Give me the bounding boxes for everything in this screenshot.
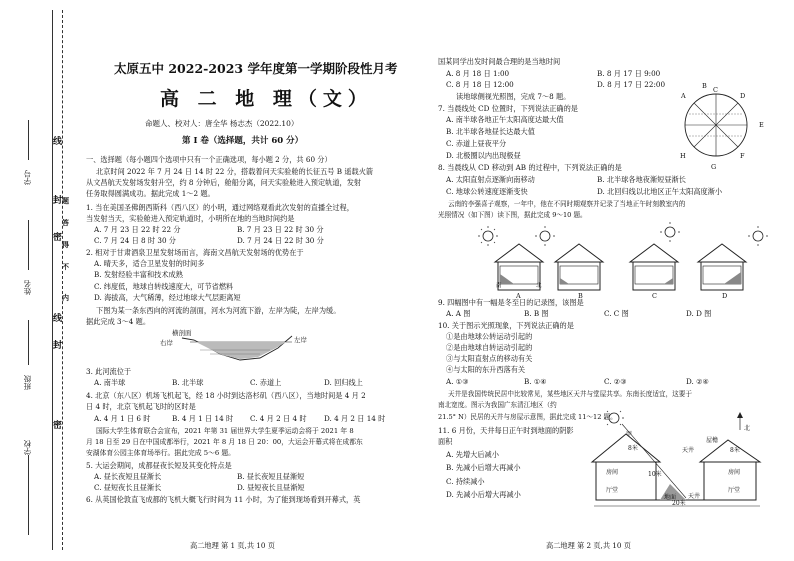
p11-line: 天井是我国传统民居中比较常见，某些地区天井与堂屋共享。东南长度适宜，这要于 (448, 390, 692, 398)
seal-char: 答 (62, 218, 69, 227)
q6-continued: 国某同学出发时间最合理的是当地时间 (438, 57, 561, 66)
globe-label: B (702, 82, 707, 90)
q3-option: D. 回归线上 (324, 378, 363, 387)
house-label-d: D (722, 292, 728, 300)
school-label: 学校 (23, 440, 32, 455)
q2-option: A. 晴天多，适合卫星发射的时间多 (94, 259, 205, 268)
seal-char: 不 (62, 262, 69, 271)
house-label-c: C (652, 292, 657, 300)
q6-option: A. 8 月 18 日 1:00 (446, 69, 510, 78)
q7-stem: 7. 当晨线处 CD 位置时，下列说法正确的是 (438, 104, 578, 113)
p5-line: 安湖体育公园主体育场举行。据此完成 5～6 题。 (86, 449, 235, 457)
q11-option: A. 先增大后减小 (446, 450, 499, 459)
p1-line: 北京时间 2022 年 7 月 24 日 14 时 22 分，搭载着问天实验舱的长征五号 B 遥载火箭 (96, 167, 374, 176)
q1-option: D. 7 月 24 日 22 时 30 分 (237, 236, 324, 245)
subject-title: 高 二 地 理（文） (160, 88, 373, 110)
p7-intro: 读地球侧视光照图，完成 7～8 题。 (456, 92, 571, 101)
fig-room-right: 房间 (728, 469, 741, 476)
page-footer: 高二地理 第 1 页,共 10 页 (190, 541, 275, 550)
p5-line: 国际大学生体育联合会宣布，2021 年第 31 届世界大学生夏季运动会将于 2021 年 8 (96, 427, 354, 435)
q11-option: C. 持续减小 (446, 477, 485, 486)
q9-stem: 9. 四幅图中有一幅是冬至日的记录图，该图是 (438, 298, 584, 307)
fig-jia: 甲 (626, 431, 633, 438)
q10-item: ②是由地球自转运动引起的 (446, 343, 533, 352)
q5-option: B. 昼长夜短且昼渐短 (237, 472, 305, 481)
q3-option: C. 赤道上 (250, 378, 282, 387)
q5-option: C. 昼短夜长且昼渐长 (94, 483, 162, 492)
p11-line: 南北宽度。图示为我国广东清江地区（约 (438, 401, 557, 409)
p9-line: 云南的李强喜子观察，一年中，他在不同时期观察并记录了当地正午时刻教室内的 (448, 200, 686, 208)
fig-sky: 天井 (682, 447, 695, 454)
q6-option: B. 8 月 17 日 9:00 (597, 69, 661, 78)
p1-line: 任务取得圆满成功。据此完成 1～2 题。 (86, 189, 215, 198)
fig-hall-left: 厅堂 (606, 487, 619, 494)
globe-label: C (713, 86, 718, 94)
q8-option: D. 北回归线以北地区正午太阳高度渐小 (597, 187, 723, 196)
globe-label: G (711, 163, 717, 171)
q10-stem: 10. 关于图示光照现象，下列说法正确的是 (438, 321, 574, 330)
q10-item: ④与太阳的东升西落有关 (446, 365, 526, 374)
globe-label: A (681, 92, 686, 100)
name-label: 姓名 (23, 280, 32, 295)
q5-option: D. 昼短夜长且昼渐短 (237, 483, 305, 492)
q5-stem: 5. 大运会期间，成都昼夜长短及其变化特点是 (86, 461, 232, 470)
q2-option: D. 海拔高，大气稀薄，经过地球大气层距离短 (94, 293, 241, 302)
p11-line: 21.5° N）民居的天井与房屋示意图，据此完成 11～12 题。 (438, 413, 617, 421)
q9-option: B. B 图 (524, 309, 549, 318)
q8-stem: 8. 当晨线从 CD 移动到 AB 的过程中，下列说法正确的是 (438, 163, 622, 172)
seal-char: 密 (53, 418, 62, 431)
authors-line: 命题人、校对人：唐全华 杨志杰（2022.10） (145, 119, 299, 128)
fig-left-bank: 右岸 (160, 339, 173, 347)
q7-option: C. 赤道上昼夜平分 (446, 139, 507, 148)
globe-label: D (740, 92, 746, 100)
fig-right-bank: 左岸 (294, 336, 307, 344)
q2-option: C. 纬度低，地球自转线速度大，可节省燃料 (94, 282, 234, 291)
q10-item: ①是由地球公转运动引起的 (446, 332, 533, 341)
q3-option: B. 北半球 (172, 378, 204, 387)
q10-option: C. ②③ (604, 377, 627, 386)
seal-char: 密 (53, 230, 62, 243)
page-footer: 高二地理 第 2 页,共 10 页 (546, 541, 631, 550)
q7-option: B. 北半球各地昼长达最大值 (446, 127, 535, 136)
q1-option: B. 7 月 23 日 22 时 30 分 (237, 225, 324, 234)
q7-option: A. 南半球各地正午太阳高度达最大值 (446, 115, 564, 124)
q1-line: 1. 当在美国圣佛朗西斯科（西八区）的小明，通过网络观看此次发射的直播全过程， (86, 203, 354, 212)
q4-line: 日 4 时，北京飞机起飞时的区时是 (86, 402, 196, 411)
globe-label: F (740, 152, 745, 160)
q3-option: A. 南半球 (94, 378, 126, 387)
q10-option: A. ①③ (446, 377, 469, 386)
seal-char: 封 (53, 338, 62, 351)
q6-option: D. 8 月 17 日 22:00 (597, 80, 666, 89)
intro: 一、选择题（每小题四个选项中只有一个正确选项，每小题 2 分，共 60 分） (86, 155, 332, 164)
q8-option: C. 地球公转速度逐渐变快 (446, 187, 528, 196)
fig-dim-right: 8米 (730, 447, 740, 454)
binding-margin (0, 0, 70, 561)
p3-line: 下图为某一条东西向的河流的剖面，河水为河流下游，左岸为陡，左岸为缓。 (96, 306, 341, 315)
q11-option: B. 先减小后增大再减小 (446, 463, 521, 472)
q9-option: C. C 图 (604, 309, 629, 318)
fig-hall-right: 厅堂 (728, 487, 741, 494)
q7-option: D. 北极圈以内出现极昼 (446, 151, 521, 160)
p1-line: 从文昌航天发射场发射升空，约 8 分钟后，舱船分离，问天实验舱进入预定轨道，发射 (86, 178, 362, 187)
fig-dim-left: 8米 (628, 445, 638, 452)
courtyard-house-figure (590, 410, 770, 510)
direction-north: 北 (536, 283, 542, 289)
fig-eave: 屋檐 (706, 437, 719, 444)
q4-option: A. 4 月 1 日 6 时 (94, 414, 151, 423)
q1-option: C. 7 月 24 日 8 时 30 分 (94, 236, 176, 245)
q1-line: 当发射当天，实验舱进入预定轨道时，小明所在地的当地时间约是 (86, 214, 295, 223)
house-label-a: A (516, 292, 521, 300)
p5-line: 月 18 日至 29 日在中国成都举行，2021 年 8 月 18 日 20：00，大运会开幕式将在成都东 (86, 438, 363, 446)
seal-char: 封 (53, 193, 62, 206)
q4-option: C. 4 月 2 日 4 时 (250, 414, 307, 423)
house-label-b: B (578, 292, 583, 300)
seal-char: 内 (62, 293, 69, 302)
fig-section-label: 横剖面 (172, 329, 192, 337)
p3-line: 据此完成 3～4 题。 (86, 317, 151, 326)
fig-ground: 地面 (664, 494, 677, 501)
q4-option: B. 4 月 1 日 14 时 (172, 414, 234, 423)
q6-option: C. 8 月 18 日 12:00 (446, 80, 514, 89)
class-label: 班级 (23, 375, 32, 390)
seal-char: 得 (62, 240, 69, 249)
fig-room-left: 房间 (606, 469, 619, 476)
seal-char: 线 (53, 134, 62, 147)
seal-char: 线 (53, 311, 62, 324)
globe-label: H (680, 152, 686, 160)
section-title: 第 I 卷（选择题，共计 60 分） (182, 136, 304, 146)
student-id-label: 学号 (23, 170, 32, 185)
q9-option: A. A 图 (446, 309, 471, 318)
q10-option: D. ②④ (686, 377, 709, 386)
q2-option: B. 发射经验丰富和技术成熟 (94, 270, 183, 279)
q9-option: D. D 图 (686, 309, 712, 318)
fig-north: 北 (744, 425, 751, 432)
p9-line: 光照情况（如下图）读下图，据此完成 9～10 题。 (438, 211, 587, 219)
q4-option: D. 4 月 2 日 14 时 (324, 414, 386, 423)
q11-option: D. 先减小后增大再减小 (446, 490, 521, 499)
fig-yard: 天井 (688, 493, 701, 500)
q5-option: A. 昼长夜短且昼渐长 (94, 472, 162, 481)
q6-stem: 6. 从英国伦敦直飞成都的飞机大概飞行时间为 11 小时，为了能到现场看到开幕式，英 (86, 495, 361, 504)
q10-option: B. ①④ (524, 377, 547, 386)
q2-stem: 2. 相对于甘肃酒泉卫星发射场而言，海南文昌航天发射场的优势在于 (86, 248, 304, 257)
fig-dim-width: 20米 (672, 500, 686, 507)
q10-item: ③与太阳直射点的移动有关 (446, 354, 533, 363)
q8-option: A. 太阳直射点逐渐向南移动 (446, 175, 535, 184)
q8-option: B. 北半球各地夜渐短昼渐长 (597, 175, 686, 184)
q11-line: 11. 6 月份，天井每日正午时到地面的阴影 (438, 426, 574, 435)
q3-stem: 3. 此河流位于 (86, 367, 132, 376)
q11-line: 面积 (438, 437, 453, 446)
seal-char: 题 (62, 196, 69, 205)
q1-option: A. 7 月 23 日 22 时 22 分 (94, 225, 181, 234)
fig-dim-height: 10米 (648, 471, 662, 478)
direction-south: 南 (496, 283, 502, 289)
q4-line: 4. 北京（东八区）机场飞机起飞，经 18 小时到达洛杉矶（西八区），当地时间是 4 月 2 (86, 391, 366, 400)
exam-title: 太原五中 2022-2023 学年度第一学期阶段性月考 (114, 61, 398, 76)
globe-label: E (759, 121, 764, 129)
